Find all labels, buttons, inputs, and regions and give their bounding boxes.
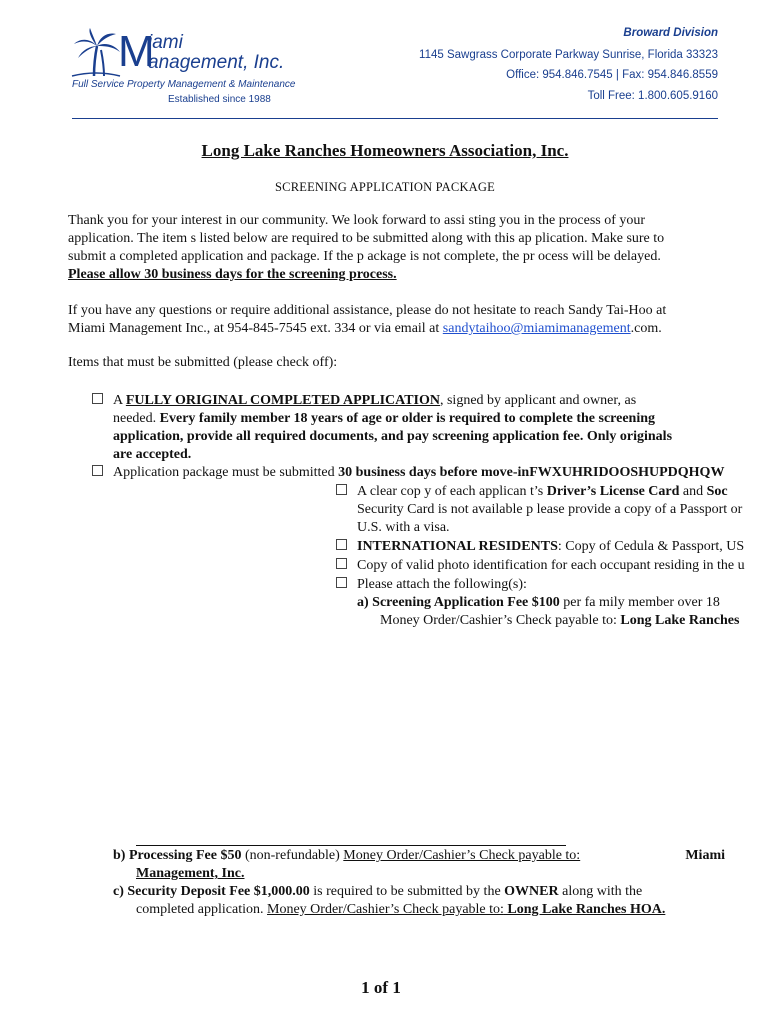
- toll-free: Toll Free: 1.800.605.9160: [587, 90, 718, 102]
- separator-line: [136, 845, 566, 846]
- item-2-garbled-text: FWXUHRIDOOSHUPDQHQW: [529, 465, 725, 480]
- intro-line-3: submit a completed application and package. If the p ackage is not complete, the pr ocess will be delayed.: [68, 249, 661, 264]
- item-1-line-4: are accepted.: [113, 447, 192, 462]
- item-3-checkbox[interactable]: [336, 484, 347, 495]
- item-1-line-1: A FULLY ORIGINAL COMPLETED APPLICATION, signed by applicant and owner, as: [92, 392, 636, 410]
- item-2-line-1: Application package must be submitted 30 business days before move-inFWXUHRIDOOSHUPDQHQW: [92, 464, 724, 482]
- fee-c-line-2: completed application. Money Order/Cashier’s Check payable to: Long Lake Ranches HOA.: [136, 902, 666, 917]
- item-3-line-3: U.S. with a visa.: [357, 520, 450, 535]
- item-5-line-1: Copy of valid photo identification for each occupant residing in the u: [336, 557, 745, 575]
- item-5-checkbox[interactable]: [336, 558, 347, 569]
- fully-original-application: FULLY ORIGINAL COMPLETED APPLICATION: [125, 393, 440, 408]
- contact-line-2: [68, 320, 662, 338]
- document-title: Long Lake Ranches Homeowners Association, Inc.: [201, 141, 569, 160]
- intro-deadline-note: Please allow 30 business days for the screening process.: [68, 267, 397, 282]
- intro-line-1: Thank you for your interest in our community. We look forward to assi sting you in the process of your: [68, 213, 646, 228]
- fee-b-line-1: b) Processing Fee $50 (non-refundable) Money Order/Cashier’s Check payable to: Miami: [113, 848, 725, 863]
- item-6-line-1: Please attach the following(s):: [336, 576, 527, 594]
- item-3-line-1: A clear cop y of each applican t’s Driver’s License Card and Soc: [336, 483, 728, 501]
- logo-line2: anagement, Inc.: [148, 52, 285, 73]
- items-header: Items that must be submitted (please check off):: [68, 355, 338, 370]
- logo-line1: iami: [148, 32, 183, 53]
- contact-line-1: If you have any questions or require additional assistance, please do not hesitate to reach Sandy Tai-Hoo at: [68, 303, 667, 318]
- intro-line-2: application. The item s listed below are required to be submitted along with this ap plication. Make sure to: [68, 231, 665, 246]
- contact-email-link[interactable]: sandytaihoo@miamimanagement: [442, 321, 631, 336]
- division-name: Broward Division: [623, 27, 718, 39]
- office-phone-fax: Office: 954.846.7545 | Fax: 954.846.8559: [506, 69, 718, 81]
- item-3-line-2: Security Card is not available p lease provide a copy of a Passport or: [357, 502, 743, 517]
- item-6-checkbox[interactable]: [336, 577, 347, 588]
- fee-a-line-1: a) Screening Application Fee $100 per fa mily member over 18: [357, 595, 720, 610]
- logo-tagline: Full Service Property Management & Maintenance: [72, 79, 296, 90]
- logo-established: Established since 1988: [168, 94, 271, 105]
- palm-tree-logo-icon: [70, 26, 122, 78]
- item-2-checkbox[interactable]: [92, 465, 103, 476]
- contact-email-suffix: .com.: [630, 321, 662, 336]
- item-4-checkbox[interactable]: [336, 539, 347, 550]
- office-address: 1145 Sawgrass Corporate Parkway Sunrise, Florida 33323: [419, 49, 718, 61]
- item-1-line-3: application, provide all required documents, and pay screening application fee. Only originals: [113, 429, 673, 444]
- fee-c-line-1: c) Security Deposit Fee $1,000.00 is required to be submitted by the OWNER along with the: [113, 884, 643, 899]
- item-1-checkbox[interactable]: [92, 393, 103, 404]
- fee-b-line-2: Management, Inc.: [136, 866, 245, 881]
- fee-a-line-2: Money Order/Cashier’s Check payable to: Long Lake Ranches: [380, 613, 740, 628]
- contact-line-2-text: Miami Management Inc., at 954-845-7545 ext. 334 or via email at: [68, 321, 443, 336]
- item-4-line-1: INTERNATIONAL RESIDENTS: Copy of Cedula & Passport, US: [336, 538, 744, 556]
- logo-initial: M: [118, 27, 155, 76]
- letterhead-divider: [72, 118, 718, 119]
- page-number: 1 of 1: [361, 978, 401, 997]
- item-1-line-2: needed. Every family member 18 years of age or older is required to complete the screening: [113, 411, 656, 426]
- document-subtitle: SCREENING APPLICATION PACKAGE: [275, 180, 495, 194]
